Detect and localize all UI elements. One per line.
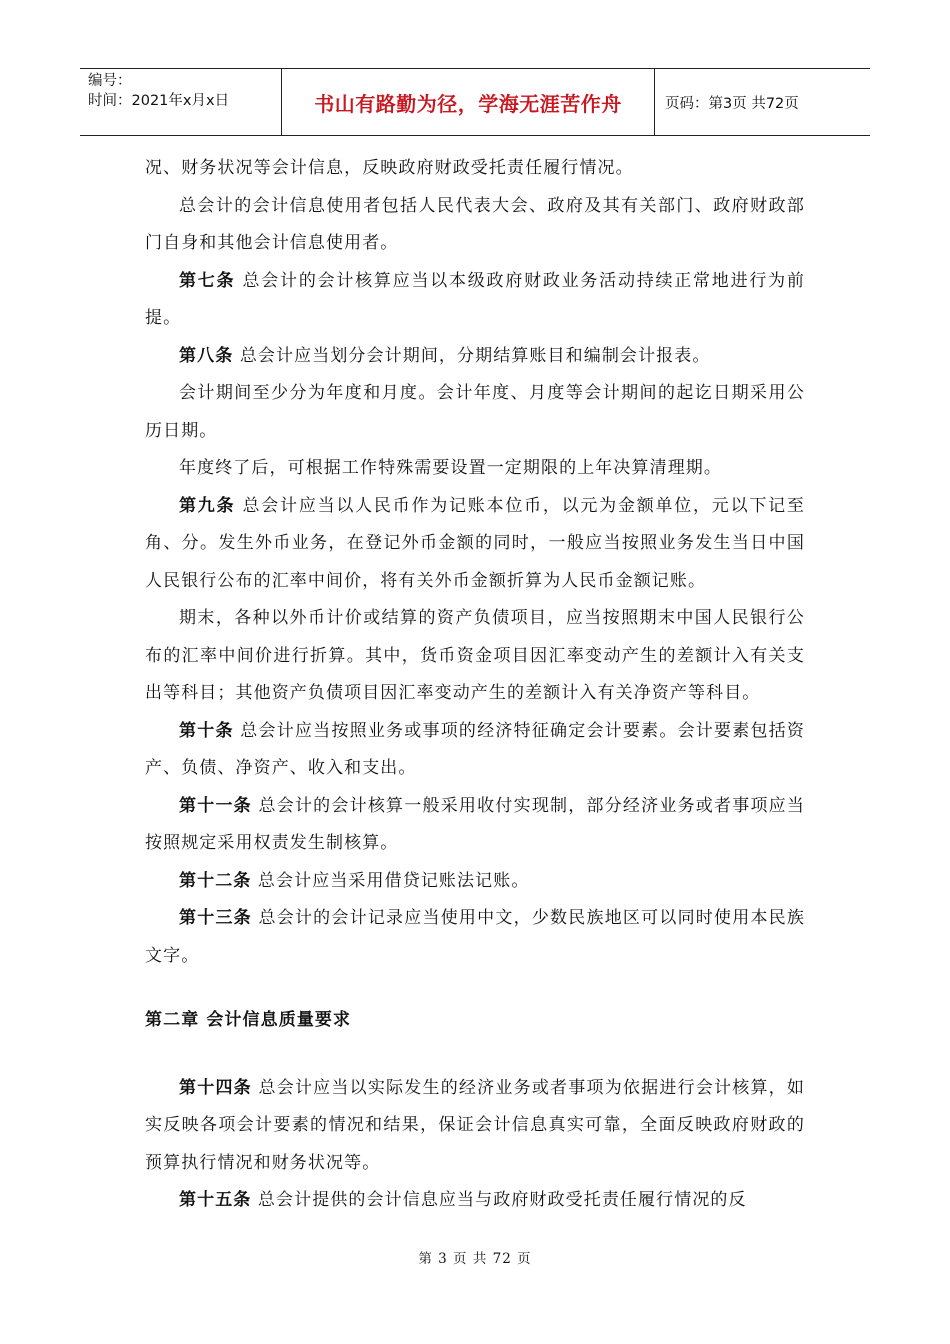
paragraph (145, 450, 805, 488)
paragraph-text: 总会计提供的会计信息应当与政府财政受托责任履行情况的反 (257, 1190, 747, 1210)
article-number: 第十三条 (179, 908, 252, 928)
paragraph (145, 1182, 805, 1220)
article-number: 第九条 (179, 495, 236, 516)
paragraph-text: 总会计的会计核算应当以本级政府财政业务活动持续正常地进行为前提。 (145, 270, 805, 328)
paragraph (145, 1070, 805, 1183)
paragraph (145, 600, 805, 713)
article-number: 第七条 (179, 270, 236, 291)
paragraph (145, 900, 805, 975)
paragraph (145, 263, 805, 338)
header-page-info: 页码：第3页 共72页 (665, 95, 799, 112)
paragraph-text: 总会计应当划分会计期间，分期结算账目和编制会计报表。 (239, 345, 711, 366)
paragraph-text: 总会计应当以人民币作为记账本位币，以元为金额单位，元以下记至角、分。发生外币业务，在登记外币金额的同时，一般应当按照业务发生当日中国人民银行公布的汇率中间价，将有关外币金额折算为人民币金额记账。 (145, 495, 805, 591)
page-header (80, 68, 870, 136)
paragraph-text: 总会计应当采用借贷记账法记账。 (257, 870, 530, 891)
paragraph (145, 788, 805, 863)
paragraph (145, 713, 805, 788)
paragraph-text: 总会计的会计记录应当使用中文，少数民族地区可以同时使用本民族文字。 (145, 908, 805, 966)
paragraph-text: 年度终了后，可根据工作特殊需要设置一定期限的上年决算清理期。 (179, 458, 722, 478)
chapter-title: 第二章 会计信息质量要求 (145, 1010, 352, 1030)
article-number: 第十条 (179, 720, 234, 741)
article-number: 第八条 (179, 345, 234, 366)
article-number: 第十四条 (179, 1077, 252, 1098)
time-label: 时间：2021年x月x日 (88, 93, 230, 109)
paragraph-group-1 (145, 150, 805, 975)
paragraph (145, 338, 805, 376)
paragraph (145, 188, 805, 263)
document-body (145, 150, 805, 1220)
paragraph-text: 会计期间至少分为年度和月度。会计年度、月度等会计期间的起讫日期采用公历日期。 (145, 383, 805, 441)
paragraph-text: 总会计的会计信息使用者包括人民代表大会、政府及其有关部门、政府财政部门自身和其他会计信息使用者。 (145, 195, 805, 253)
article-number: 第十一条 (179, 795, 252, 816)
header-meta (80, 69, 282, 135)
page-footer: 第 3 页 共 72 页 (418, 1251, 532, 1267)
paragraph (145, 375, 805, 450)
number-label: 编号： (88, 73, 132, 89)
paragraph-text: 总会计的会计核算一般采用收付实现制，部分经济业务或者事项应当按照规定采用权责发生制核算。 (145, 795, 805, 853)
article-number: 第十二条 (179, 870, 252, 891)
article-number: 第十五条 (179, 1190, 252, 1210)
paragraph-group-2 (145, 1070, 805, 1220)
paragraph-text: 期末，各种以外币计价或结算的资产负债项目，应当按照期末中国人民银行公布的汇率中间价进行折算。其中，货币资金项目因汇率变动产生的差额计入有关支出等科目；其他资产负债项目因汇率变动产生的差额计入有关净资产等科目。 (145, 608, 805, 703)
paragraph (145, 863, 805, 901)
paragraph (145, 488, 805, 601)
paragraph (145, 150, 805, 188)
header-motto: 书山有路勤为径，学海无涯苦作舟 (282, 69, 655, 135)
paragraph-text: 况、财务状况等会计信息，反映政府财政受托责任履行情况。 (145, 158, 634, 178)
paragraph-text: 总会计应当以实际发生的经济业务或者事项为依据进行会计核算，如实反映各项会计要素的情况和结果，保证会计信息真实可靠，全面反映政府财政的预算执行情况和财务状况等。 (145, 1077, 805, 1173)
paragraph-text: 总会计应当按照业务或事项的经济特征确定会计要素。会计要素包括资产、负债、净资产、收入和支出。 (145, 720, 805, 778)
